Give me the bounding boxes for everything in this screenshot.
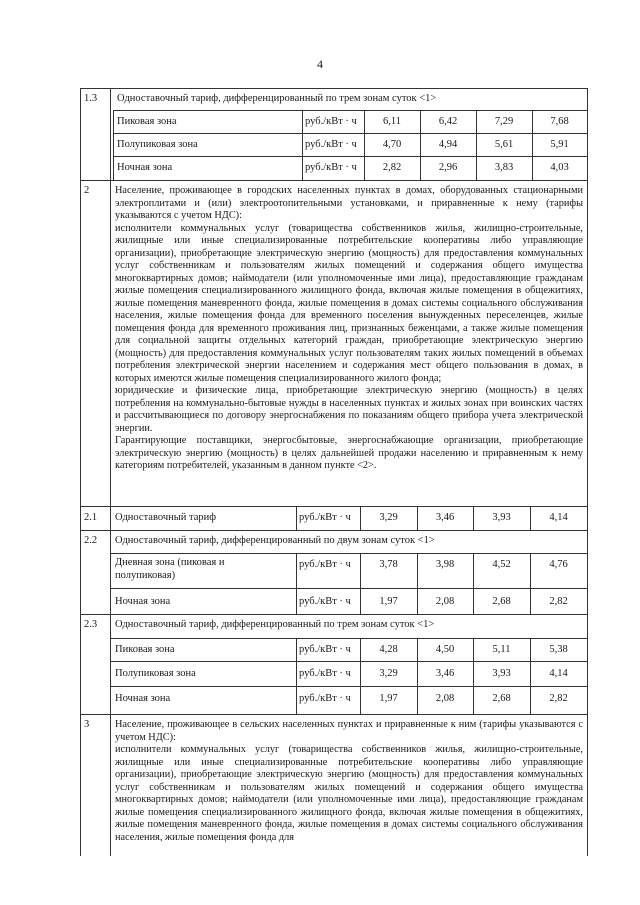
- row-number-2-3: 2.3: [84, 619, 98, 630]
- zone-name: Полупиковая зона: [117, 139, 198, 150]
- section-2-text: [115, 185, 583, 473]
- value-cell: 2,96: [438, 162, 458, 173]
- value-cell: 4,50: [435, 644, 455, 655]
- value-cell: 2,08: [435, 596, 455, 607]
- unit: руб./кВт · ч: [305, 162, 357, 173]
- value-cell: 1,97: [379, 693, 398, 704]
- value-cell: 3,29: [379, 668, 398, 679]
- section-2-3-title: Одноставочный тариф, дифференцированный по трем зонам суток <1>: [115, 619, 435, 630]
- zone-name: Ночная зона: [115, 693, 171, 704]
- row-number-3: 3: [84, 719, 90, 730]
- paragraph: юридические и физические лица, приобретающие электрическую энергию (мощность) в целях потребления на коммунально-бытовые нужды в населенных пунктах и жилых зонах при воинских частях и рассчитывающиеся по договору энергоснабжения по показаниям общего прибора учета электрической энергии.: [115, 385, 583, 434]
- value-cell: 4,94: [438, 139, 458, 150]
- row-number-1-3: 1.3: [84, 93, 98, 104]
- value-cell: 3,29: [379, 512, 398, 523]
- unit: руб./кВт · ч: [299, 512, 351, 523]
- zone-name: Ночная зона: [115, 596, 171, 607]
- value-cell: 3,93: [492, 668, 511, 679]
- value-cell: 3,93: [492, 512, 511, 523]
- zone-name: Пиковая зона: [115, 644, 175, 655]
- value-cell: 4,52: [492, 559, 511, 570]
- unit: руб./кВт · ч: [305, 116, 357, 127]
- value-cell: 2,68: [492, 693, 511, 704]
- value-cell: 1,97: [379, 596, 398, 607]
- section-2-2-title: Одноставочный тариф, дифференцированный по двум зонам суток <1>: [115, 535, 435, 546]
- value-cell: 7,29: [494, 116, 514, 127]
- paragraph: Население, проживающее в городских населенных пунктах в домах, оборудованных стационарными электроплитами и (или) электроотопительными установками, и приравненные к нему (тарифы указываются с учетом НДС):: [115, 185, 583, 221]
- value-cell: 2,82: [549, 596, 568, 607]
- page-number: 4: [317, 57, 323, 71]
- value-cell: 6,42: [438, 116, 458, 127]
- value-cell: 5,38: [549, 644, 568, 655]
- value-cell: 3,83: [494, 162, 514, 173]
- tariff-name: Одноставочный тариф: [115, 512, 217, 523]
- row-number-2: 2: [84, 185, 90, 196]
- zone-name: Ночная зона: [117, 162, 173, 173]
- section-1-3-title: Одноставочный тариф, дифференцированный по трем зонам суток <1>: [117, 93, 437, 104]
- value-cell: 2,08: [435, 693, 455, 704]
- paragraph: Население, проживающее в сельских населенных пунктах и приравненные к ним (тарифы указываются с учетом НДС):: [115, 719, 583, 743]
- zone-name: Пиковая зона: [117, 116, 177, 127]
- zone-name: Дневная зона (пиковая и полупиковая): [115, 557, 225, 581]
- section-3-text: [115, 719, 583, 856]
- value-cell: 5,61: [494, 139, 514, 150]
- value-cell: 3,46: [435, 512, 455, 523]
- value-cell: 3,46: [435, 668, 455, 679]
- unit: руб./кВт · ч: [305, 139, 357, 150]
- value-cell: 4,14: [549, 512, 568, 523]
- zone-name: Полупиковая зона: [115, 668, 196, 679]
- value-cell: 4,76: [549, 559, 568, 570]
- row-number-2-2: 2.2: [84, 535, 98, 546]
- value-cell: 3,78: [379, 559, 398, 570]
- paragraph: исполнители коммунальных услуг (товарищества собственников жилья, жилищно-строительные, жилищные или иные специализированные потребительские кооперативы либо управляющие организации), приобретающие электрическую энергию (мощность) для предоставления коммунальных услуг собственникам и пользователям жилых помещений и содержания общего имущества многоквартирных домов; наймодатели (или уполномоченные ими лица), предоставляющие гражданам жилые помещения специализированного жилищного фонда, включая жилые помещения в общежитиях, жилые помещения маневренного фонда, жилые помещения в домах системы социального обслуживания населения, жилые помещения фонда для: [115, 744, 583, 843]
- paragraph: Гарантирующие поставщики, энергосбытовые, энергоснабжающие организации, приобретающие электрическую энергию (мощность) в целях дальнейшей продажи населению и приравненным к нему категориям потребителей, указанным в данном пункте <2>.: [115, 435, 583, 471]
- value-cell: 2,82: [549, 693, 568, 704]
- value-cell: 7,68: [550, 116, 569, 127]
- value-cell: 2,82: [382, 162, 402, 173]
- value-cell: 4,28: [379, 644, 398, 655]
- value-cell: 4,03: [550, 162, 569, 173]
- value-cell: 5,91: [550, 139, 569, 150]
- row-number-2-1: 2.1: [84, 512, 98, 523]
- unit: руб./кВт · ч: [299, 693, 351, 704]
- unit: руб./кВт · ч: [299, 559, 351, 570]
- value-cell: 2,68: [492, 596, 511, 607]
- value-cell: 3,98: [435, 559, 455, 570]
- paragraph: исполнители коммунальных услуг (товарищества собственников жилья, жилищно-строительные, жилищные или иные специализированные потребительские кооперативы либо управляющие организации), приобретающие электрическую энергию (мощность) для предоставления коммунальных услуг собственникам и пользователям жилых помещений и содержания общего имущества многоквартирных домов; наймодатели (или уполномоченные ими лица), предоставляющие гражданам жилые помещения специализированного жилищного фонда, включая жилые помещения в общежитиях, жилые помещения маневренного фонда, жилые помещения в домах системы социального обслуживания населения, жилые помещения фонда для временного поселения вынужденных переселенцев, жилые помещения фонда для временного проживания лиц, признанных беженцами, а также жилые помещения для социальной защиты отдельных категорий граждан, приобретающие электрическую энергию (мощность) для предоставления коммунальных услуг пользователям таких жилых помещений в объемах потребления электрической энергии населением и содержания мест общего пользования в домах, в которых имеются жилые помещения специализированного жилого фонда;: [115, 222, 583, 384]
- value-cell: 4,14: [549, 668, 568, 679]
- unit: руб./кВт · ч: [299, 644, 351, 655]
- value-cell: 5,11: [492, 644, 511, 655]
- value-cell: 6,11: [383, 116, 401, 127]
- unit: руб./кВт · ч: [299, 596, 351, 607]
- unit: руб./кВт · ч: [299, 668, 351, 679]
- value-cell: 4,70: [382, 139, 402, 150]
